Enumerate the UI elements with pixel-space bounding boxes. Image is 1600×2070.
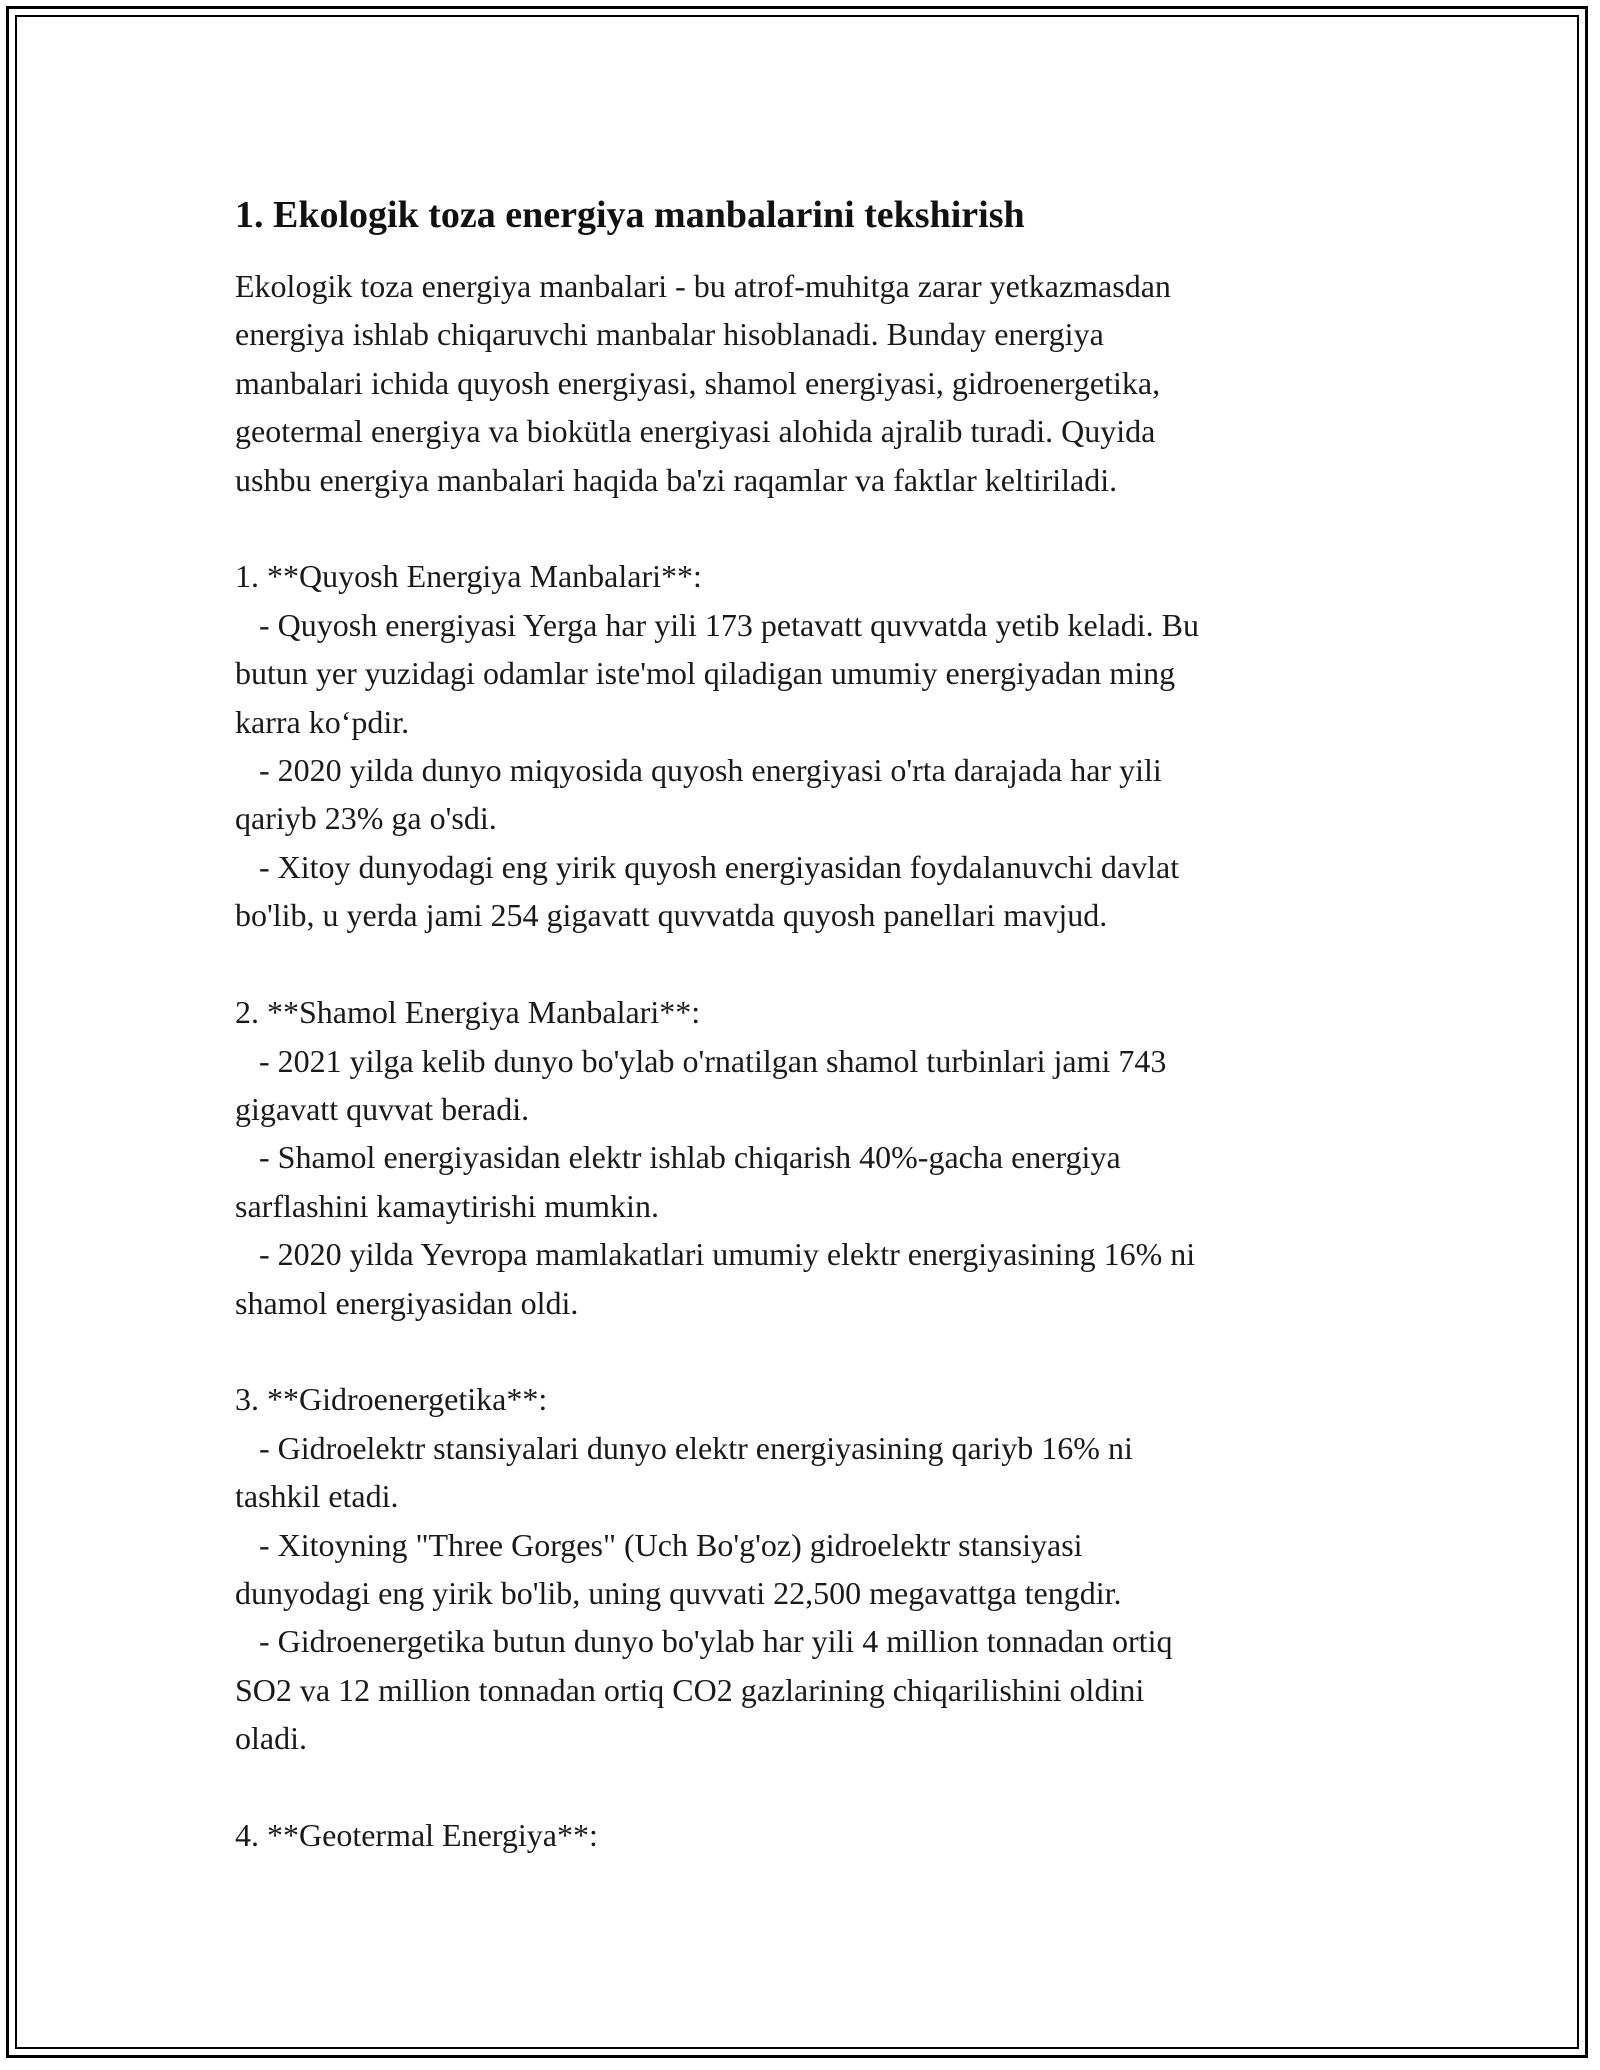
document-content (235, 190, 1365, 1859)
document-body: Ekologik toza energiya manbalari - bu atrof-muhitga zarar yetkazmasdan energiya ishlab chiqaruvchi manbalar hisoblanadi. Bunday energiya manbalari ichida quyosh energiyasi, shamol energiyasi, gidroenergetika, geotermal energiya va biokütla energiyasi alohida ajralib turadi. Quyida ushbu energiya manbalari haqida ba'zi raqamlar va faktlar keltiriladi. 1. **Quyosh Energiya Manbalari**: - Quyosh energiyasi Yerga har yili 173 petavatt quvvatda yetib keladi. Bu butun yer yuzidagi odamlar iste'mol qiladigan umumiy energiyadan ming karra ko‘pdir. - 2020 yilda dunyo miqyosida quyosh energiyasi o'rta darajada har yili qariyb 23% ga o'sdi. - Xitoy dunyodagi eng yirik quyosh energiyasidan foydalanuvchi davlat bo'lib, u yerda jami 254 gigavatt quvvatda quyosh panellari mavjud. 2. **Shamol Energiya Manbalari**: - 2021 yilga kelib dunyo bo'ylab o'rnatilgan shamol turbinlari jami 743 gigavatt quvvat beradi. - Shamol energiyasidan elektr ishlab chiqarish 40%-gacha energiya sarflashini kamaytirishi mumkin. - 2020 yilda Yevropa mamlakatlari umumiy elektr energiyasining 16% ni shamol energiyasidan oldi. 3. **Gidroenergetika**: - Gidroelektr stansiyalari dunyo elektr energiyasining qariyb 16% ni tashkil etadi. - Xitoyning "Three Gorges" (Uch Bo'g'oz) gidroelektr stansiyasi dunyodagi eng yirik bo'lib, uning quvvati 22,500 megavattga tengdir. - Gidroenergetika butun dunyo bo'ylab har yili 4 million tonnadan ortiq SO2 va 12 million tonnadan ortiq CO2 gazlarining chiqarilishini oldini oladi. 4. **Geotermal Energiya**: (235, 268, 1199, 1853)
document-title: 1. Ekologik toza energiya manbalarini tekshirish (235, 194, 1025, 236)
